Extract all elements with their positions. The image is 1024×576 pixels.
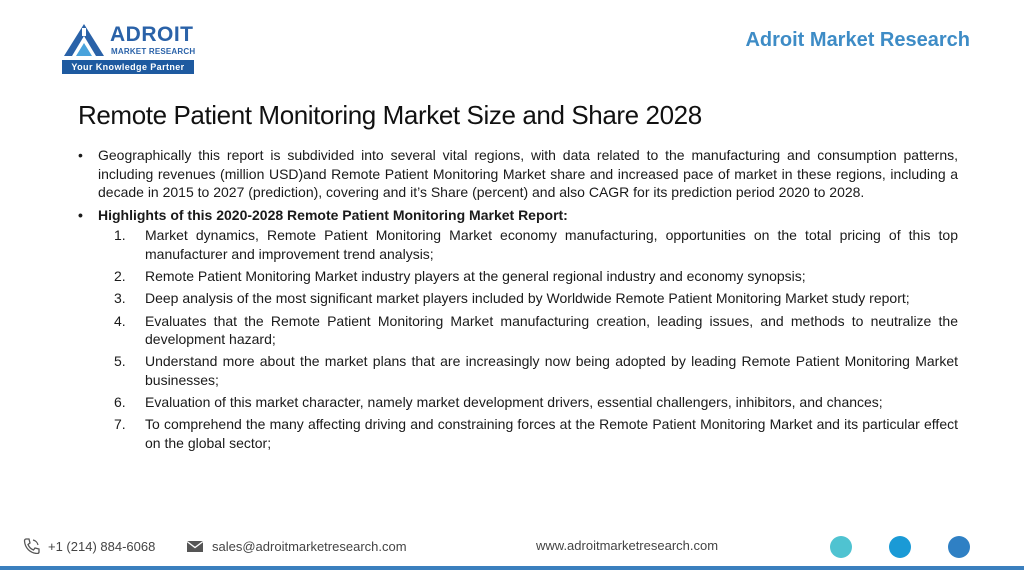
list-text: Understand more about the market plans that are increasingly now being adopted by leading Remote Patient Monitoring Market businesses;	[145, 353, 958, 388]
footer-website[interactable]	[536, 538, 718, 553]
list-text: Evaluation of this market character, namely market development drivers, essential challengers, inhibitors, and chances;	[145, 394, 883, 411]
list-number: 3.	[114, 290, 126, 307]
envelope-icon	[186, 538, 204, 554]
decor-dot-2	[889, 536, 911, 558]
list-number: 1.	[114, 227, 126, 244]
list-text: Evaluates that the Remote Patient Monitoring Market manufacturing creation, leading issues, and methods to neutralize the development hazard;	[145, 312, 958, 348]
list-item	[78, 352, 958, 389]
email-address: sales@adroitmarketresearch.com	[212, 538, 407, 554]
list-number: 5.	[114, 353, 126, 370]
list-text: Market dynamics, Remote Patient Monitoring Market economy manufacturing, opportunities on the total pricing of this top manufacturer and improvement trend analysis;	[145, 227, 958, 262]
phone-number: +1 (214) 884-6068	[48, 538, 156, 554]
footer-email[interactable]	[186, 538, 407, 554]
list-text: Remote Patient Monitoring Market industry players at the general regional industry and economy synopsis;	[145, 268, 806, 285]
list-item	[78, 267, 958, 286]
list-number: 4.	[114, 312, 126, 329]
footer-phone[interactable]	[22, 538, 155, 554]
intro-paragraph: • Geographically this report is subdivided into several vital regions, with data related to the manufacturing and consumption patterns, including revenues (million USD)and Remote Patient Monitoring Market share and increased pace of market in these regions, including a decade in 2015 to 2027 (prediction), covering and it’s Share (percent) and also CAGR for its prediction period 2020 to 2028.	[78, 146, 958, 202]
page-title: Remote Patient Monitoring Market Size and Share 2028	[78, 100, 702, 130]
list-item	[78, 393, 958, 412]
highlights-list	[78, 226, 958, 452]
company-logo	[62, 22, 196, 74]
list-text: To comprehend the many affecting driving and constraining forces at the Remote Patient Monitoring Market and its particular effect on the global sector;	[145, 416, 958, 451]
list-number: 2.	[114, 268, 126, 285]
list-number: 6.	[114, 394, 126, 411]
content-body	[78, 146, 958, 456]
phone-icon	[22, 538, 40, 554]
logo-name: ADROIT	[110, 23, 194, 46]
footer	[0, 530, 1024, 564]
list-text: Deep analysis of the most significant market players included by Worldwide Remote Patient Monitoring Market study report;	[145, 290, 910, 307]
website-link: www.adroitmarketresearch.com	[536, 538, 719, 553]
list-item	[78, 289, 958, 308]
logo-tagline: Your Knowledge Partner	[62, 60, 194, 74]
logo-triangle-icon	[62, 22, 108, 58]
decor-dot-3	[948, 536, 970, 558]
brand-name: Adroit Market Research	[745, 29, 970, 51]
list-item	[78, 312, 958, 349]
list-item	[78, 415, 958, 452]
highlights-heading: • Highlights of this 2020-2028 Remote Patient Monitoring Market Report:	[78, 206, 958, 225]
list-number: 7.	[114, 416, 126, 433]
list-item	[78, 226, 958, 263]
logo-subtitle: MARKET RESEARCH	[111, 47, 196, 56]
decor-dot-1	[830, 536, 852, 558]
footer-divider	[0, 566, 1024, 570]
